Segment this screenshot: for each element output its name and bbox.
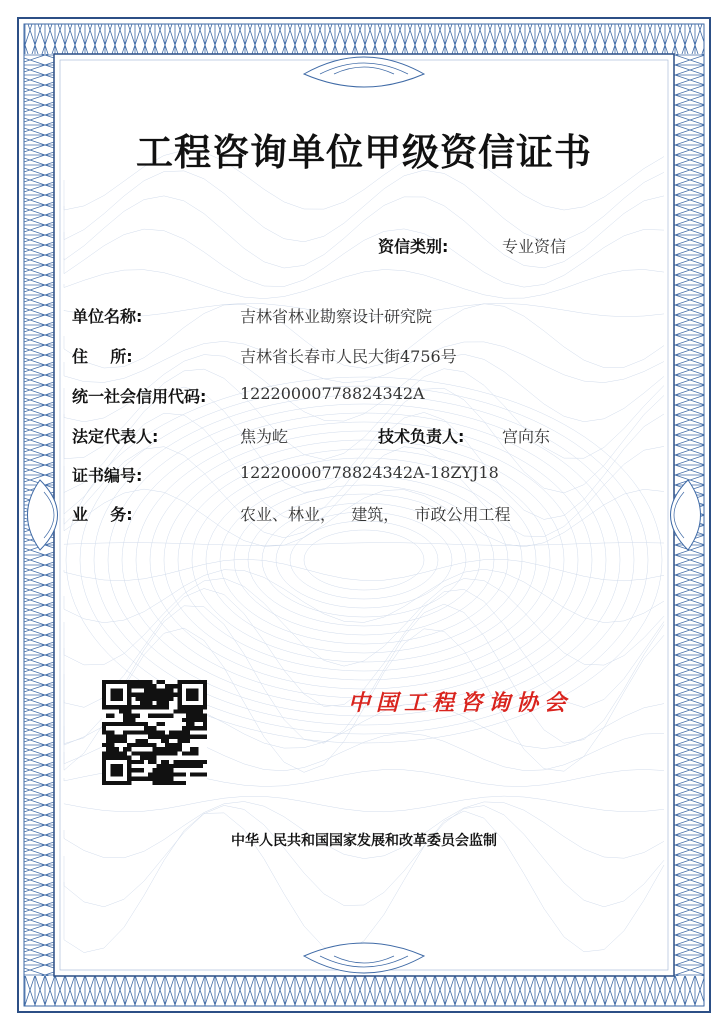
business-value: 农业、林业， 建筑， 市政公用工程 — [240, 505, 511, 524]
address-value: 吉林省长春市人民大街4756号 — [240, 347, 457, 366]
cert-no-value: 12220000778824342A-18ZYJ18 — [240, 463, 499, 482]
tech-lead-label: 技术负责人: — [378, 427, 465, 446]
legal-rep-value: 焦为屹 — [240, 427, 289, 446]
association-seal: 中国工程咨询协会 — [348, 690, 573, 716]
cert-no-label: 证书编号: — [72, 466, 143, 485]
unit-name-value: 吉林省林业勘察设计研究院 — [240, 307, 433, 326]
legal-rep-label: 法定代表人: — [72, 427, 159, 446]
category-value: 专业资信 — [502, 237, 567, 256]
category-label: 资信类别: — [378, 237, 449, 256]
qr-code[interactable] — [102, 680, 207, 785]
supervisor-footer: 中华人民共和国国家发展和改革委员会监制 — [231, 833, 497, 849]
unit-name-label: 单位名称: — [72, 307, 143, 326]
credit-code-value: 12220000778824342A — [240, 384, 425, 403]
business-label: 业 务: — [72, 505, 133, 524]
credit-code-label: 统一社会信用代码: — [72, 387, 207, 406]
certificate-title: 工程咨询单位甲级资信证书 — [136, 131, 592, 174]
tech-lead-value: 宫向东 — [502, 427, 551, 446]
address-label: 住 所: — [72, 347, 133, 366]
